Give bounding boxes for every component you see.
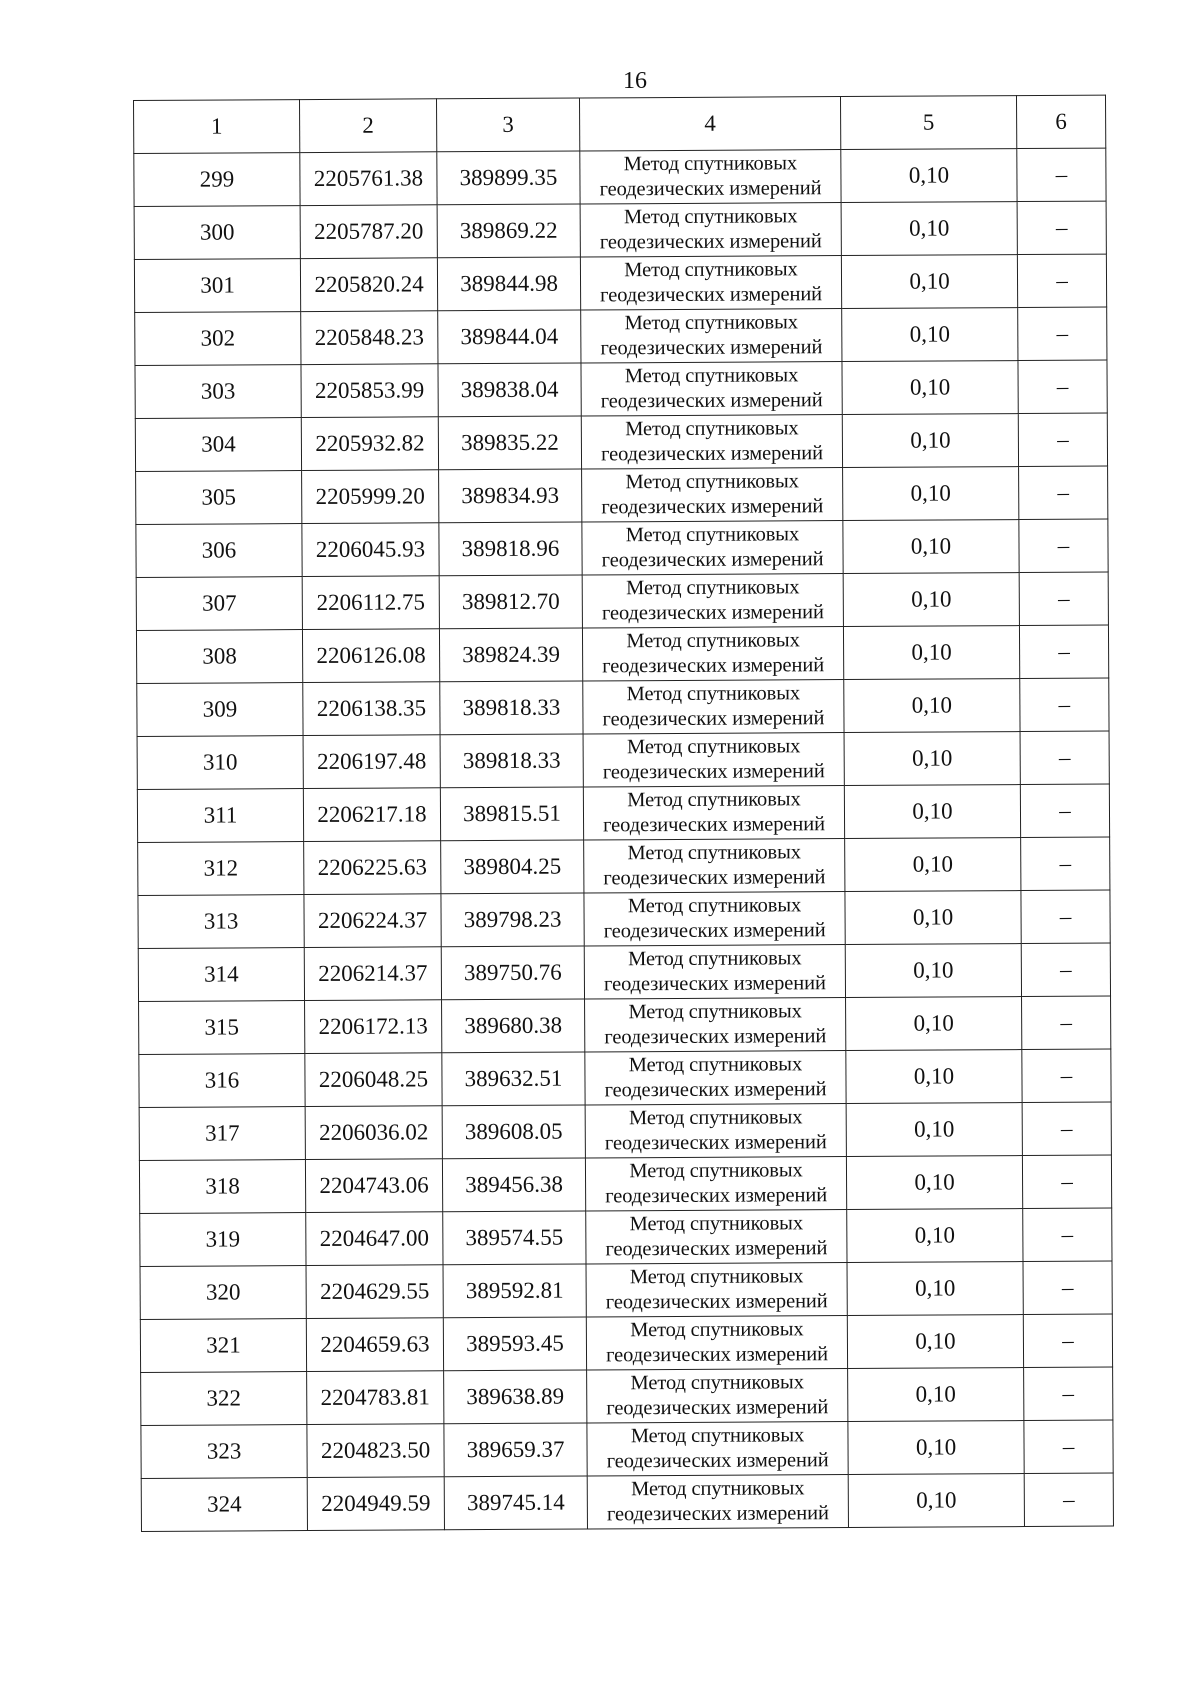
accuracy-cell: 0,10 [847, 1262, 1023, 1316]
column-header-2: 2 [300, 99, 437, 153]
method-line-2: геодезических измерений [603, 972, 826, 996]
x-coordinate-cell: 2206126.08 [302, 629, 439, 683]
method-cell [583, 680, 844, 734]
method-line-2: геодезических измерений [603, 813, 826, 837]
method-line-1: Метод спутниковых [626, 629, 800, 653]
method-cell [580, 256, 841, 310]
accuracy-cell: 0,10 [848, 1368, 1024, 1422]
y-coordinate-cell: 389804.25 [441, 840, 584, 894]
method-line-1: Метод спутниковых [625, 470, 799, 494]
method-line-2: геодезических измерений [606, 1343, 829, 1367]
method-line-2: геодезических измерений [600, 389, 823, 413]
point-cell: 317 [139, 1107, 305, 1161]
note-cell: – [1018, 413, 1107, 466]
note-cell: – [1022, 1102, 1111, 1155]
method-cell [581, 362, 842, 416]
accuracy-cell: 0,10 [842, 308, 1018, 362]
method-line-1: Метод спутниковых [630, 1371, 804, 1395]
accuracy-cell: 0,10 [841, 255, 1017, 309]
method-line-2: геодезических измерений [603, 919, 826, 943]
accuracy-cell: 0,10 [847, 1315, 1023, 1369]
method-line-1: Метод спутниковых [627, 894, 802, 918]
table-row [135, 360, 1107, 418]
method-line-1: Метод спутниковых [631, 1477, 805, 1501]
method-cell [584, 839, 845, 893]
x-coordinate-cell: 2205853.99 [301, 364, 438, 418]
method-line-2: геодезических измерений [606, 1502, 829, 1526]
method-line-2: геодезических измерений [604, 1078, 827, 1102]
y-coordinate-cell: 389835.22 [438, 416, 581, 470]
method-cell [586, 1316, 847, 1370]
method-cell [585, 1051, 846, 1105]
table-row [139, 1049, 1111, 1107]
note-cell: – [1024, 1420, 1113, 1473]
point-cell: 321 [140, 1319, 306, 1373]
point-cell: 304 [135, 418, 301, 472]
x-coordinate-cell: 2204743.06 [305, 1159, 442, 1213]
method-cell [583, 786, 844, 840]
accuracy-cell: 0,10 [846, 997, 1022, 1051]
x-coordinate-cell: 2204629.55 [306, 1265, 443, 1319]
accuracy-cell: 0,10 [846, 1103, 1022, 1157]
note-cell: – [1024, 1473, 1113, 1526]
point-cell: 314 [138, 948, 304, 1002]
table-row [136, 572, 1108, 630]
y-coordinate-cell: 389899.35 [437, 151, 580, 205]
x-coordinate-cell: 2206224.37 [304, 894, 441, 948]
method-line-1: Метод спутниковых [628, 1053, 803, 1077]
method-line-1: Метод спутниковых [624, 258, 798, 282]
note-cell: – [1018, 360, 1107, 413]
table-row [138, 890, 1110, 948]
table-row [135, 413, 1107, 471]
point-cell: 303 [135, 365, 301, 419]
method-cell [580, 150, 841, 204]
accuracy-cell: 0,10 [845, 944, 1021, 998]
table-row [135, 307, 1107, 365]
accuracy-cell: 0,10 [847, 1209, 1023, 1263]
point-cell: 318 [139, 1160, 305, 1214]
method-line-1: Метод спутниковых [625, 576, 800, 600]
accuracy-cell: 0,10 [843, 626, 1019, 680]
method-line-1: Метод спутниковых [623, 205, 798, 229]
y-coordinate-cell: 389745.14 [444, 1476, 587, 1530]
method-line-2: геодезических измерений [602, 760, 825, 784]
method-line-2: геодезических измерений [601, 548, 824, 572]
accuracy-cell: 0,10 [845, 838, 1021, 892]
accuracy-cell: 0,10 [842, 414, 1018, 468]
method-cell [582, 468, 843, 522]
note-cell: – [1020, 731, 1109, 784]
note-cell: – [1017, 201, 1106, 254]
point-cell: 309 [137, 683, 303, 737]
table-header-row [134, 95, 1106, 153]
table-row [134, 254, 1106, 312]
point-cell: 301 [134, 259, 300, 313]
table-row [138, 837, 1110, 895]
point-cell: 322 [141, 1372, 307, 1426]
accuracy-cell: 0,10 [845, 891, 1021, 945]
method-line-2: геодезических измерений [604, 1131, 827, 1155]
y-coordinate-cell: 389456.38 [442, 1158, 585, 1212]
method-line-2: геодезических измерений [604, 1025, 827, 1049]
method-line-2: геодезических измерений [599, 230, 822, 254]
table-row [140, 1208, 1112, 1266]
table-row [134, 201, 1106, 259]
x-coordinate-cell: 2204647.00 [306, 1212, 443, 1266]
note-cell: – [1020, 784, 1109, 837]
x-coordinate-cell: 2206045.93 [302, 523, 439, 577]
method-line-1: Метод спутниковых [628, 947, 802, 971]
table-row [139, 1102, 1111, 1160]
method-cell [581, 309, 842, 363]
method-line-1: Метод спутниковых [627, 841, 801, 865]
y-coordinate-cell: 389869.22 [437, 204, 580, 258]
x-coordinate-cell: 2204783.81 [307, 1371, 444, 1425]
column-header-6: 6 [1016, 95, 1105, 148]
point-cell: 307 [136, 577, 302, 631]
method-cell [585, 1104, 846, 1158]
y-coordinate-cell: 389818.96 [439, 522, 582, 576]
table-row [134, 148, 1106, 206]
note-cell: – [1018, 307, 1107, 360]
y-coordinate-cell: 389574.55 [443, 1211, 586, 1265]
method-line-2: геодезических измерений [605, 1290, 828, 1314]
method-cell [585, 998, 846, 1052]
x-coordinate-cell: 2205932.82 [301, 417, 438, 471]
column-header-5: 5 [840, 96, 1016, 150]
accuracy-cell: 0,10 [841, 202, 1017, 256]
coordinates-table [133, 95, 1114, 1532]
method-line-2: геодезических измерений [600, 283, 823, 307]
note-cell: – [1019, 519, 1108, 572]
x-coordinate-cell: 2206217.18 [303, 788, 440, 842]
accuracy-cell: 0,10 [842, 361, 1018, 415]
method-cell [587, 1422, 848, 1476]
point-cell: 311 [137, 789, 303, 843]
note-cell: – [1023, 1261, 1112, 1314]
method-line-1: Метод спутниковых [630, 1424, 805, 1448]
accuracy-cell: 0,10 [843, 467, 1019, 521]
method-line-1: Метод спутниковых [623, 152, 798, 176]
x-coordinate-cell: 2204823.50 [307, 1424, 444, 1478]
note-cell: – [1019, 625, 1108, 678]
page-number: 16 [623, 68, 647, 94]
note-cell: – [1019, 466, 1108, 519]
note-cell: – [1021, 837, 1110, 890]
method-line-2: геодезических измерений [605, 1237, 828, 1261]
point-cell: 320 [140, 1266, 306, 1320]
table-row [137, 678, 1109, 736]
x-coordinate-cell: 2205787.20 [300, 205, 437, 259]
x-coordinate-cell: 2206214.37 [304, 947, 441, 1001]
method-line-2: геодезических измерений [600, 336, 823, 360]
table-row [140, 1261, 1112, 1319]
method-cell [582, 521, 843, 575]
method-line-1: Метод спутниковых [627, 788, 801, 812]
accuracy-cell: 0,10 [846, 1050, 1022, 1104]
table-row [136, 625, 1108, 683]
x-coordinate-cell: 2206138.35 [303, 682, 440, 736]
point-cell: 313 [138, 895, 304, 949]
x-coordinate-cell: 2206048.25 [305, 1053, 442, 1107]
note-cell: – [1023, 1208, 1112, 1261]
column-header-3: 3 [436, 98, 579, 152]
method-line-1: Метод спутниковых [626, 735, 801, 759]
method-line-1: Метод спутниковых [630, 1318, 804, 1342]
y-coordinate-cell: 389750.76 [441, 946, 584, 1000]
y-coordinate-cell: 389638.89 [444, 1370, 587, 1424]
method-line-2: геодезических измерений [602, 707, 825, 731]
method-line-1: Метод спутниковых [626, 682, 801, 706]
accuracy-cell: 0,10 [846, 1156, 1022, 1210]
accuracy-cell: 0,10 [844, 679, 1020, 733]
table-row [139, 996, 1111, 1054]
method-line-1: Метод спутниковых [624, 364, 799, 388]
table-row [139, 1155, 1111, 1213]
y-coordinate-cell: 389593.45 [443, 1317, 586, 1371]
note-cell: – [1022, 1049, 1111, 1102]
point-cell: 302 [135, 312, 301, 366]
accuracy-cell: 0,10 [843, 520, 1019, 574]
table-row [141, 1420, 1113, 1478]
method-cell [584, 892, 845, 946]
table-row [137, 731, 1109, 789]
note-cell: – [1023, 1314, 1112, 1367]
method-line-1: Метод спутниковых [625, 523, 800, 547]
point-cell: 319 [140, 1213, 306, 1267]
method-line-1: Метод спутниковых [628, 1106, 803, 1130]
method-line-1: Метод спутниковых [629, 1265, 804, 1289]
accuracy-cell: 0,10 [844, 732, 1020, 786]
method-cell [580, 203, 841, 257]
point-cell: 315 [139, 1001, 305, 1055]
table-body [134, 148, 1114, 1531]
note-cell: – [1022, 996, 1111, 1049]
x-coordinate-cell: 2205999.20 [302, 470, 439, 524]
point-cell: 324 [141, 1478, 307, 1532]
y-coordinate-cell: 389844.98 [437, 257, 580, 311]
point-cell: 306 [136, 524, 302, 578]
accuracy-cell: 0,10 [841, 149, 1017, 203]
method-line-2: геодезических измерений [603, 866, 826, 890]
y-coordinate-cell: 389592.81 [443, 1264, 586, 1318]
x-coordinate-cell: 2206225.63 [304, 841, 441, 895]
method-line-1: Метод спутниковых [625, 417, 799, 441]
table-row [136, 519, 1108, 577]
point-cell: 312 [138, 842, 304, 896]
point-cell: 299 [134, 153, 300, 207]
method-line-2: геодезических измерений [606, 1449, 829, 1473]
x-coordinate-cell: 2206036.02 [305, 1106, 442, 1160]
point-cell: 300 [134, 206, 300, 260]
y-coordinate-cell: 389818.33 [440, 734, 583, 788]
x-coordinate-cell: 2206197.48 [303, 735, 440, 789]
point-cell: 316 [139, 1054, 305, 1108]
column-header-1: 1 [134, 100, 300, 154]
method-line-2: геодезических измерений [606, 1396, 829, 1420]
column-header-4: 4 [579, 97, 840, 151]
method-line-2: геодезических измерений [602, 654, 825, 678]
method-line-2: геодезических измерений [601, 495, 824, 519]
method-cell [584, 945, 845, 999]
note-cell: – [1021, 890, 1110, 943]
y-coordinate-cell: 389632.51 [442, 1052, 585, 1106]
note-cell: – [1017, 254, 1106, 307]
x-coordinate-cell: 2206172.13 [305, 1000, 442, 1054]
point-cell: 323 [141, 1425, 307, 1479]
note-cell: – [1017, 148, 1106, 201]
note-cell: – [1024, 1367, 1113, 1420]
method-cell [587, 1369, 848, 1423]
accuracy-cell: 0,10 [843, 573, 1019, 627]
method-line-1: Метод спутниковых [629, 1159, 803, 1183]
table-row [136, 466, 1108, 524]
x-coordinate-cell: 2206112.75 [302, 576, 439, 630]
method-cell [586, 1210, 847, 1264]
method-cell [582, 574, 843, 628]
method-line-2: геодезических измерений [600, 442, 823, 466]
method-cell [582, 627, 843, 681]
y-coordinate-cell: 389680.38 [442, 999, 585, 1053]
y-coordinate-cell: 389838.04 [438, 363, 581, 417]
y-coordinate-cell: 389818.33 [440, 681, 583, 735]
y-coordinate-cell: 389834.93 [439, 469, 582, 523]
y-coordinate-cell: 389798.23 [441, 893, 584, 947]
x-coordinate-cell: 2204949.59 [307, 1477, 444, 1531]
x-coordinate-cell: 2205848.23 [301, 311, 438, 365]
method-cell [586, 1263, 847, 1317]
method-line-2: геодезических измерений [601, 601, 824, 625]
point-cell: 305 [136, 471, 302, 525]
accuracy-cell: 0,10 [848, 1474, 1024, 1528]
y-coordinate-cell: 389815.51 [440, 787, 583, 841]
method-line-1: Метод спутниковых [624, 311, 798, 335]
method-cell [581, 415, 842, 469]
y-coordinate-cell: 389824.39 [439, 628, 582, 682]
x-coordinate-cell: 2204659.63 [306, 1318, 443, 1372]
table-row [141, 1367, 1113, 1425]
x-coordinate-cell: 2205820.24 [300, 258, 437, 312]
method-cell [583, 733, 844, 787]
point-cell: 310 [137, 736, 303, 790]
table-row [138, 943, 1110, 1001]
method-cell [587, 1475, 848, 1529]
method-line-1: Метод спутниковых [628, 1000, 802, 1024]
note-cell: – [1021, 943, 1110, 996]
method-line-2: геодезических измерений [599, 177, 822, 201]
note-cell: – [1022, 1155, 1111, 1208]
accuracy-cell: 0,10 [848, 1421, 1024, 1475]
note-cell: – [1019, 572, 1108, 625]
method-line-2: геодезических измерений [605, 1184, 828, 1208]
method-cell [585, 1157, 846, 1211]
y-coordinate-cell: 389844.04 [438, 310, 581, 364]
table-row [140, 1314, 1112, 1372]
accuracy-cell: 0,10 [844, 785, 1020, 839]
table-row [141, 1473, 1113, 1531]
point-cell: 308 [136, 630, 302, 684]
table-row [137, 784, 1109, 842]
y-coordinate-cell: 389812.70 [439, 575, 582, 629]
method-line-1: Метод спутниковых [629, 1212, 804, 1236]
note-cell: – [1020, 678, 1109, 731]
y-coordinate-cell: 389608.05 [442, 1105, 585, 1159]
x-coordinate-cell: 2205761.38 [300, 152, 437, 206]
y-coordinate-cell: 389659.37 [444, 1423, 587, 1477]
